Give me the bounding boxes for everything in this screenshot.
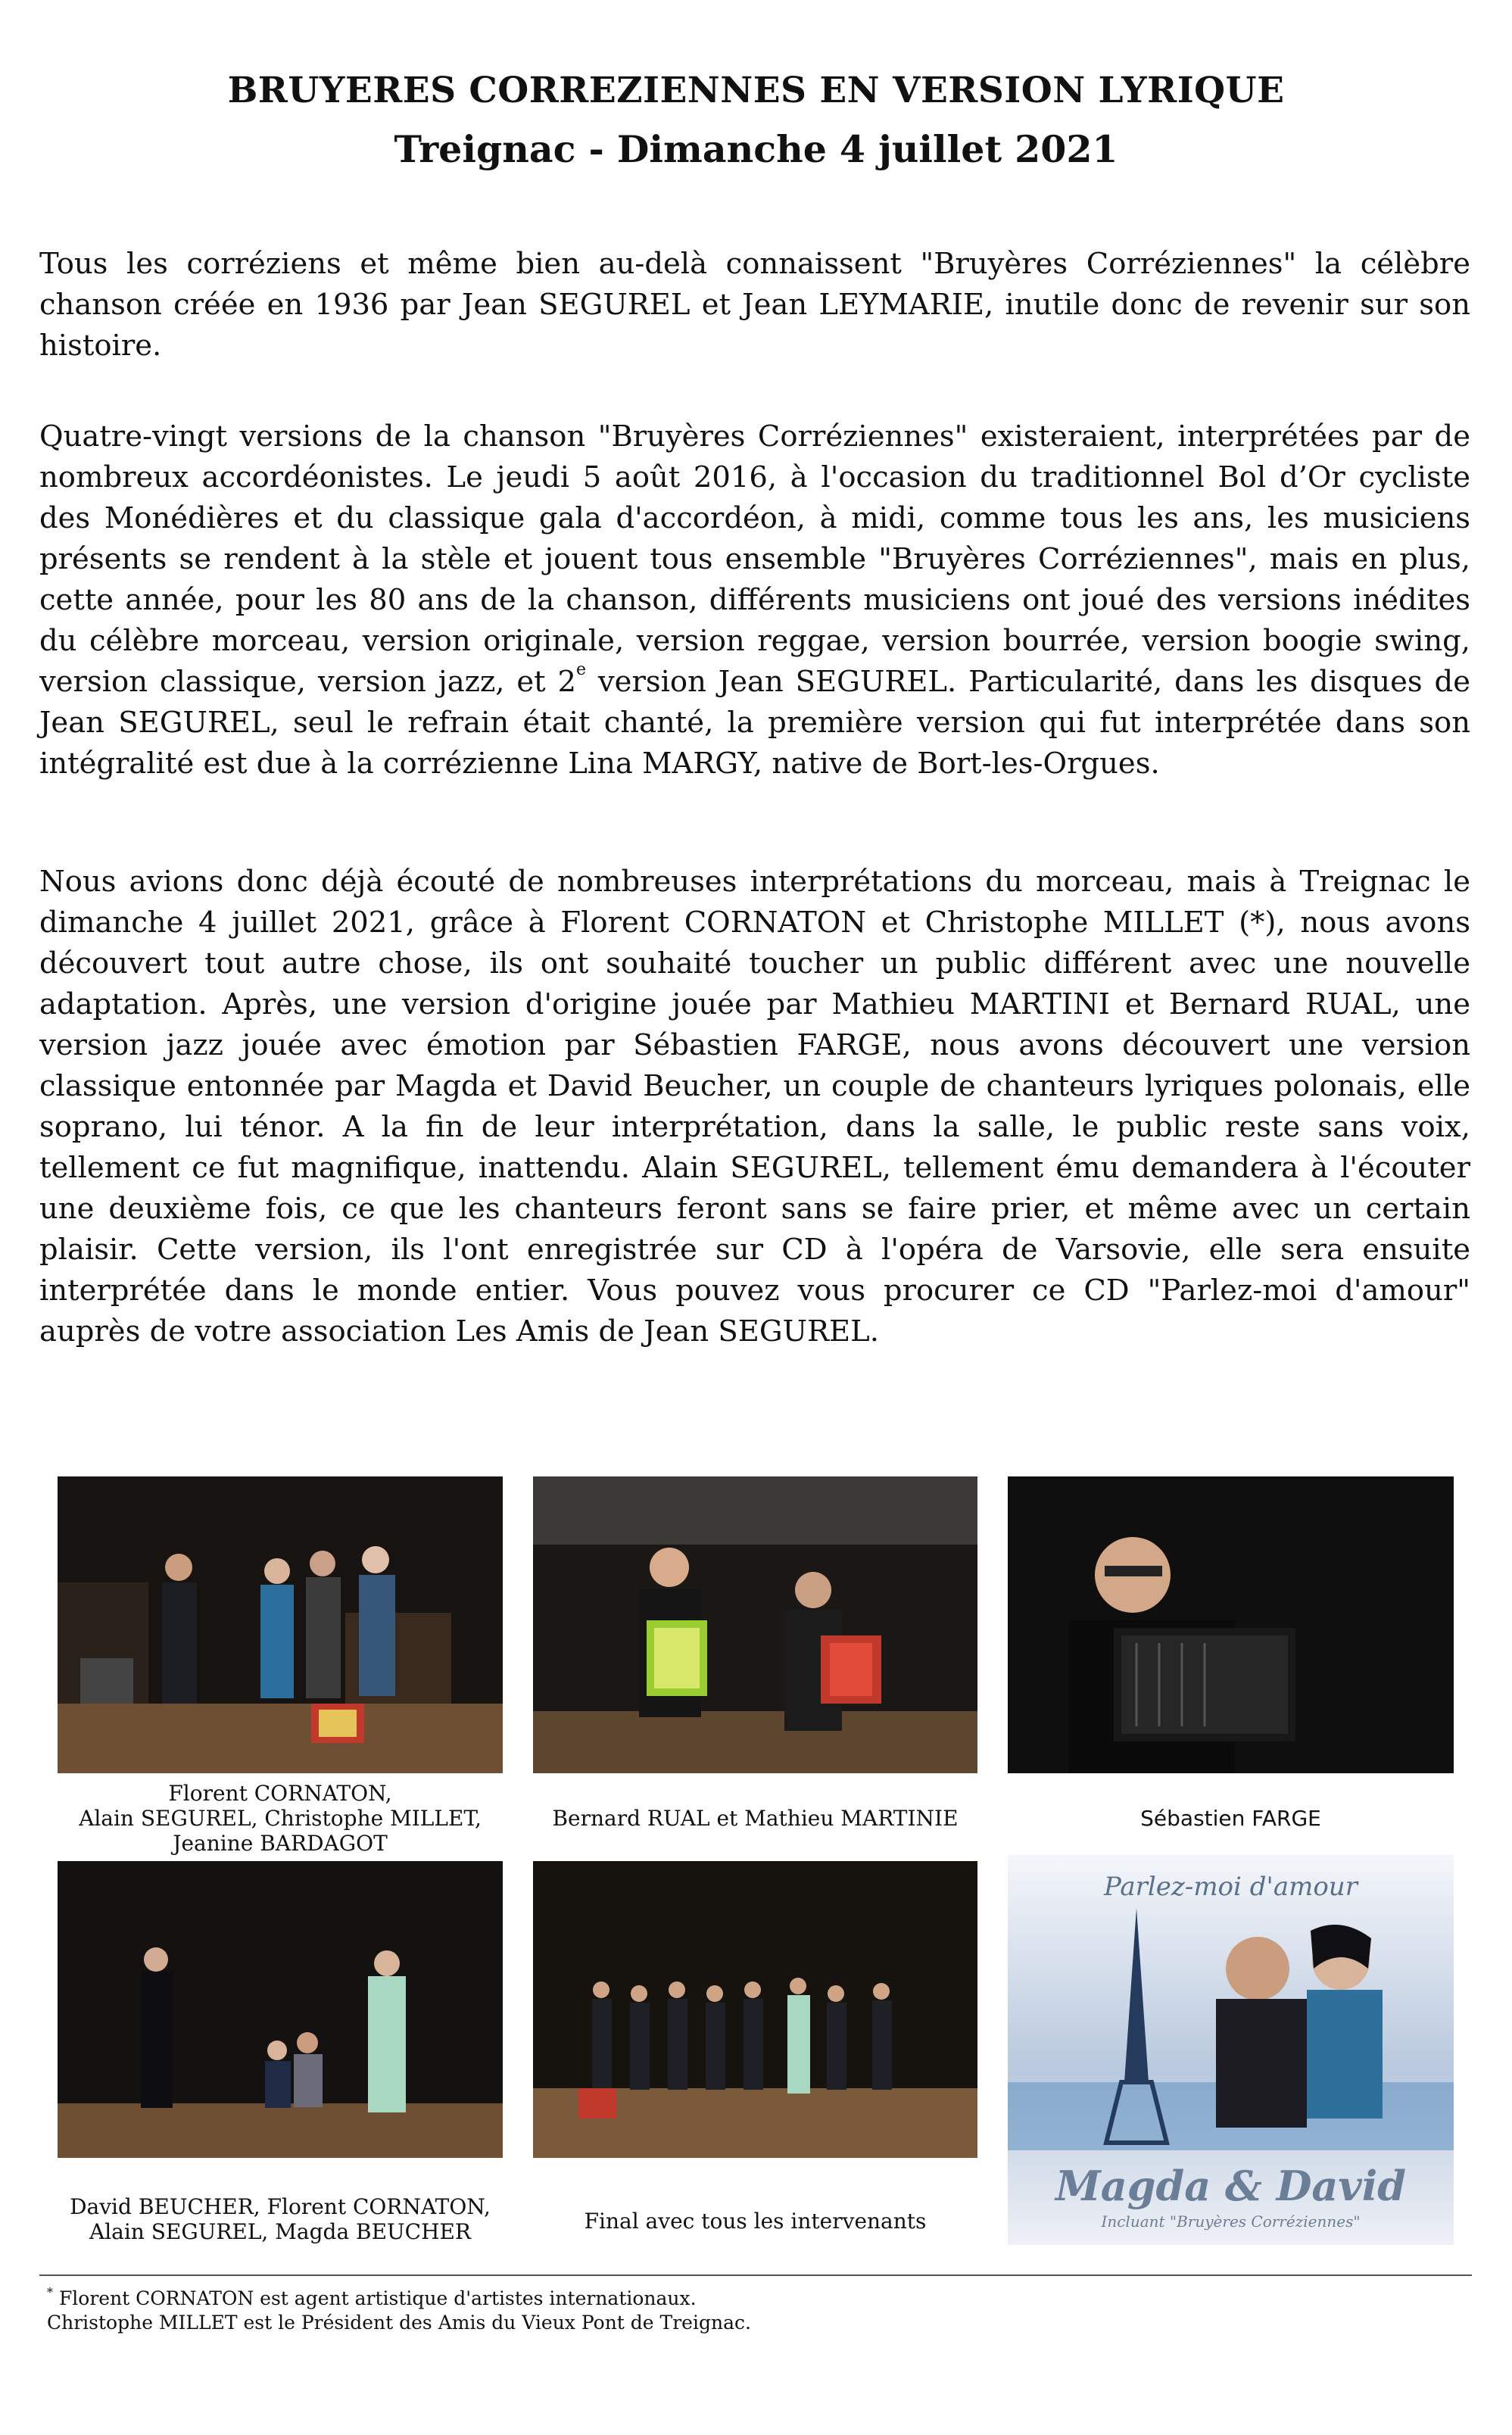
- footnote-marker: *: [47, 2285, 53, 2299]
- caption-line: Alain SEGUREL, Magda BEUCHER: [89, 2219, 472, 2244]
- caption-photo-3: [993, 1806, 1469, 1831]
- photo-rual-martinie: [533, 1476, 977, 1773]
- article-paragraph-1: Tous les corréziens et même bien au-delà connaissent "Bruyères Corréziennes" la célèbre chanson créée en 1936 par Jean SEGUREL et Jean LEYMARIE, inutile donc de revenir sur son histoire.: [39, 247, 1470, 363]
- photo-beucher-cornaton-segurel: [58, 1861, 503, 2158]
- paragraph-2-text-a: Quatre-vingt versions de la chanson "Bruyères Corréziennes" existeraient, interprétées par de nombreux accordéonistes. Le jeudi 5 août 2016, à l'occasion du traditionnel Bol d’Or cycliste des Monédières et du classique gala d'accordéon, à midi, comme tous les ans, les musiciens présents se rendent à la stèle et jouent tous ensemble "Bruyères Corréziennes", mais en plus, cette année, pour les 80 ans de la chanson, différents musiciens ont joué des versions inédites du célèbre morceau, version originale, version reggae, version bourrée, version boogie swing, version classique, version jazz, et 2: [39, 419, 1470, 699]
- footnote-line-1: [47, 2287, 697, 2311]
- caption-line: Jeanine BARDAGOT: [173, 1831, 388, 1856]
- caption-photo-5: [518, 2209, 993, 2234]
- paragraph-2-text-b: version Jean SEGUREL. Particularité, dans les disques de Jean SEGUREL, seul le refrain était chanté, la première version qui fut interprétée dans son intégralité est due à la corrézienne Lina MARGY, native de Bort-les-Orgues.: [39, 665, 1470, 781]
- photo-farge: [1008, 1476, 1454, 1773]
- article-paragraph-3: Nous avions donc déjà écouté de nombreuses interprétations du morceau, mais à Treignac le dimanche 4 juillet 2021, grâce à Florent CORNATON et Christophe MILLET (*), nous avons découvert tout autre chose, ils ont souhaité toucher un public différent avec une nouvelle adaptation. Après, une version d'origine jouée par Mathieu MARTINI et Bernard RUAL, une version jazz jouée avec émotion par Sébastien FARGE, nous avons découvert une version classique entonnée par Magda et David Beucher, un couple de chanteurs lyriques polonais, elle soprano, lui ténor. A la fin de leur interprétation, dans la salle, le public reste sans voix, tellement ce fut magnifique, inattendu. Alain SEGUREL, tellement ému demandera à l'écouter une deuxième fois, ce que les chanteurs feront sans se faire prier, et même avec un certain plaisir. Cette version, ils l'ont enregistrée sur CD à l'opéra de Varsovie, elle sera ensuite interprétée dans le monde entier. Vous pouvez vous procurer ce CD "Parlez-moi d'amour" auprès de votre association Les Amis de Jean SEGUREL.: [39, 865, 1470, 1348]
- article-paragraph-2: [39, 416, 1470, 784]
- caption-line: Alain SEGUREL, Christophe MILLET,: [79, 1806, 482, 1831]
- footnote-text-1: Florent CORNATON est agent artistique d'artistes internationaux.: [53, 2287, 697, 2309]
- footnote-line-2: Christophe MILLET est le Président des Amis du Vieux Pont de Treignac.: [47, 2312, 751, 2334]
- photo-final-intervenants: [533, 1861, 977, 2158]
- ordinal-superscript: e: [576, 660, 587, 679]
- photo-cornaton-segurel-millet-bardagot: [58, 1476, 503, 1773]
- caption-line: David BEUCHER, Florent CORNATON,: [70, 2194, 491, 2219]
- page-title: BRUYERES CORREZIENNES EN VERSION LYRIQUE: [227, 70, 1285, 111]
- caption-line: Final avec tous les intervenants: [584, 2209, 927, 2234]
- page-subtitle: Treignac - Dimanche 4 juillet 2021: [394, 127, 1118, 171]
- album-cover-title: Parlez-moi d'amour: [1104, 1872, 1358, 1902]
- caption-photo-1: [35, 1781, 525, 1856]
- album-cover-tagline: Incluant "Bruyères Corréziennes": [1101, 2212, 1361, 2231]
- caption-photo-4: [35, 2194, 525, 2244]
- footnote-divider: [39, 2274, 1472, 2276]
- caption-photo-2: [518, 1806, 993, 1831]
- caption-line: Florent CORNATON,: [168, 1781, 392, 1806]
- album-cover-image: [1008, 1855, 1454, 2245]
- caption-line: Bernard RUAL et Mathieu MARTINIE: [552, 1806, 959, 1831]
- caption-line: Sébastien FARGE: [1140, 1806, 1321, 1831]
- album-cover-artist: Magda & David: [1055, 2162, 1407, 2210]
